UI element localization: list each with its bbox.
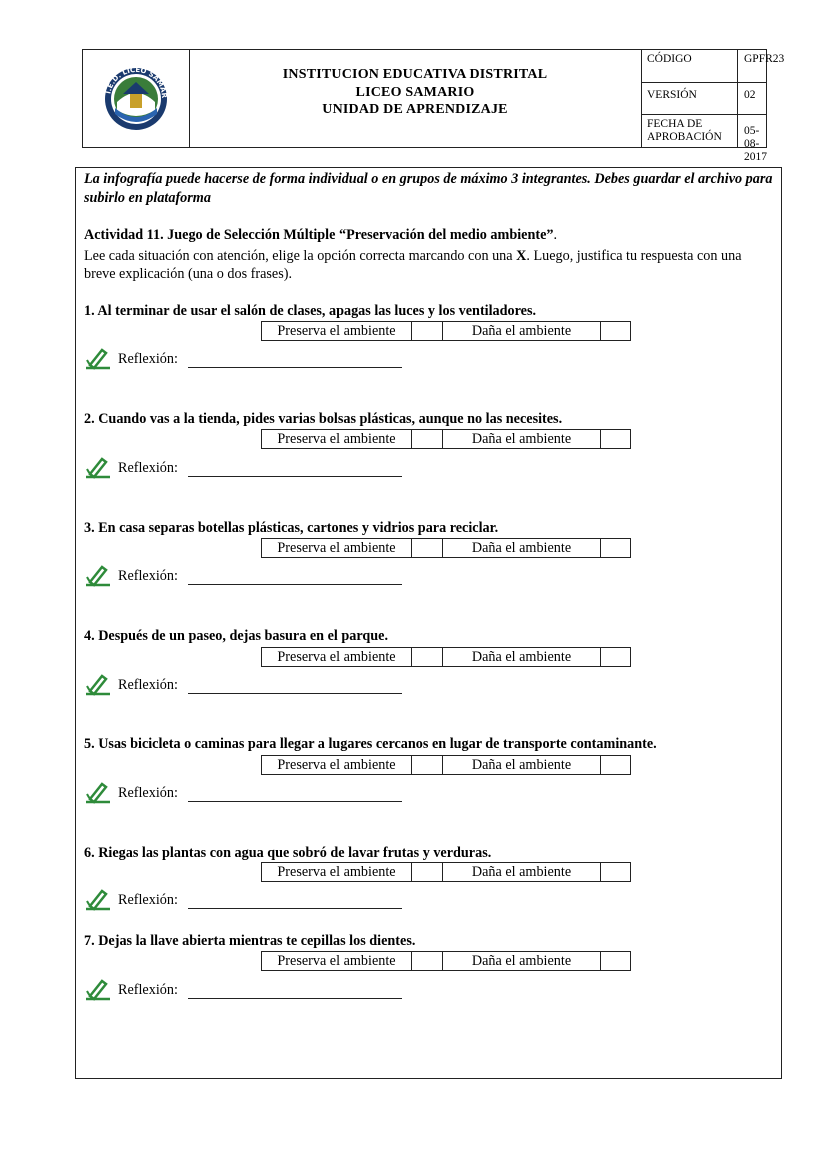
option-preserve-label: Preserva el ambiente xyxy=(261,647,412,667)
meta-value: GPFR23 xyxy=(744,53,785,65)
institution-title xyxy=(189,50,642,147)
option-preserve-checkbox[interactable] xyxy=(411,321,443,341)
svg-text:I.E.D. LICEO SAMARIO: I.E.D. LICEO SAMAR xyxy=(104,65,169,99)
question-7: 7. Dejas la llave abierta mientras te cepillas los dientes. xyxy=(84,933,416,949)
instructions-part: . Luego, justifica tu respuesta con una breve explicación (una o dos frases). xyxy=(84,248,742,282)
reflection-label: Reflexión: xyxy=(118,982,178,998)
school-logo xyxy=(83,50,189,147)
reflection-answer-line[interactable] xyxy=(188,801,402,802)
reflection-label: Reflexión: xyxy=(118,351,178,367)
activity-instructions xyxy=(84,247,774,283)
option-harm-checkbox[interactable] xyxy=(600,647,631,667)
option-harm-label: Daña el ambiente xyxy=(442,647,601,667)
institution-name: INSTITUCION EDUCATIVA DISTRITAL xyxy=(282,67,548,82)
reflection-label: Reflexión: xyxy=(118,460,178,476)
option-preserve-checkbox[interactable] xyxy=(411,538,443,558)
meta-label: VERSIÓN xyxy=(641,83,738,114)
option-preserve-checkbox[interactable] xyxy=(411,647,443,667)
activity-title-text: Actividad 11. Juego de Selección Múltiple “Preservación del medio ambiente” xyxy=(84,227,554,243)
option-harm-label: Daña el ambiente xyxy=(442,755,601,775)
option-preserve-checkbox[interactable] xyxy=(411,755,443,775)
option-preserve-label: Preserva el ambiente xyxy=(261,755,412,775)
question-2: 2. Cuando vas a la tienda, pides varias bolsas plásticas, aunque no las necesites. xyxy=(84,411,563,427)
reflection-answer-line[interactable] xyxy=(188,693,402,694)
instructions-x: X xyxy=(516,248,527,264)
option-preserve-checkbox[interactable] xyxy=(411,862,443,882)
school-name: LICEO SAMARIO xyxy=(355,85,475,100)
meta-label: FECHA DE APROBACIÓN xyxy=(641,115,738,147)
meta-value: 05-08-2017 xyxy=(744,125,767,163)
pencil-writing-icon xyxy=(84,563,112,589)
option-harm-label: Daña el ambiente xyxy=(442,862,601,882)
instructions-part: Lee cada situación con atención, elige la opción correcta marcando con una xyxy=(84,248,517,264)
activity-content xyxy=(75,167,782,1079)
question-1: 1. Al terminar de usar el salón de clases, apagas las luces y los ventiladores. xyxy=(84,303,537,319)
reflection-answer-line[interactable] xyxy=(188,584,402,585)
logo-cell xyxy=(83,50,190,147)
activity-title-end: . xyxy=(553,227,558,243)
pencil-writing-icon xyxy=(84,780,112,806)
option-harm-label: Daña el ambiente xyxy=(442,951,601,971)
unit-name: UNIDAD DE APRENDIZAJE xyxy=(322,102,508,117)
reflection-label: Reflexión: xyxy=(118,785,178,801)
option-harm-checkbox[interactable] xyxy=(600,951,631,971)
option-preserve-label: Preserva el ambiente xyxy=(261,862,412,882)
reflection-answer-line[interactable] xyxy=(188,367,402,368)
option-preserve-label: Preserva el ambiente xyxy=(261,321,412,341)
option-harm-checkbox[interactable] xyxy=(600,429,631,449)
intro-note: La infografía puede hacerse de forma individual o en grupos de máximo 3 integrantes. Debes guardar el archivo para subirlo en plataforma xyxy=(84,171,773,206)
option-harm-checkbox[interactable] xyxy=(600,321,631,341)
option-preserve-label: Preserva el ambiente xyxy=(261,538,412,558)
option-preserve-label: Preserva el ambiente xyxy=(261,951,412,971)
option-preserve-checkbox[interactable] xyxy=(411,951,443,971)
reflection-answer-line[interactable] xyxy=(188,476,402,477)
document-header xyxy=(82,49,785,163)
pencil-writing-icon xyxy=(84,455,112,481)
activity-title xyxy=(84,227,557,244)
meta-row-date xyxy=(641,115,767,163)
option-harm-checkbox[interactable] xyxy=(600,755,631,775)
option-harm-label: Daña el ambiente xyxy=(442,429,601,449)
option-harm-checkbox[interactable] xyxy=(600,538,631,558)
document-meta xyxy=(641,50,785,163)
pencil-writing-icon xyxy=(84,977,112,1003)
reflection-answer-line[interactable] xyxy=(188,998,402,999)
option-preserve-label: Preserva el ambiente xyxy=(261,429,412,449)
reflection-label: Reflexión: xyxy=(118,568,178,584)
pencil-writing-icon xyxy=(84,887,112,913)
question-4: 4. Después de un paseo, dejas basura en el parque. xyxy=(84,628,389,644)
reflection-label: Reflexión: xyxy=(118,892,178,908)
option-preserve-checkbox[interactable] xyxy=(411,429,443,449)
option-harm-label: Daña el ambiente xyxy=(442,321,601,341)
question-6: 6. Riegas las plantas con agua que sobró de lavar frutas y verduras. xyxy=(84,845,492,861)
meta-label: CÓDIGO xyxy=(641,50,738,82)
meta-row-code xyxy=(641,50,785,83)
question-5: 5. Usas bicicleta o caminas para llegar a lugares cercanos en lugar de transporte contaminante. xyxy=(84,736,657,752)
meta-value: 02 xyxy=(744,89,756,101)
reflection-label: Reflexión: xyxy=(118,677,178,693)
option-harm-label: Daña el ambiente xyxy=(442,538,601,558)
reflection-answer-line[interactable] xyxy=(188,908,402,909)
pencil-writing-icon xyxy=(84,672,112,698)
meta-row-version xyxy=(641,83,766,115)
question-3: 3. En casa separas botellas plásticas, cartones y vidrios para reciclar. xyxy=(84,520,499,536)
option-harm-checkbox[interactable] xyxy=(600,862,631,882)
pencil-writing-icon xyxy=(84,346,112,372)
